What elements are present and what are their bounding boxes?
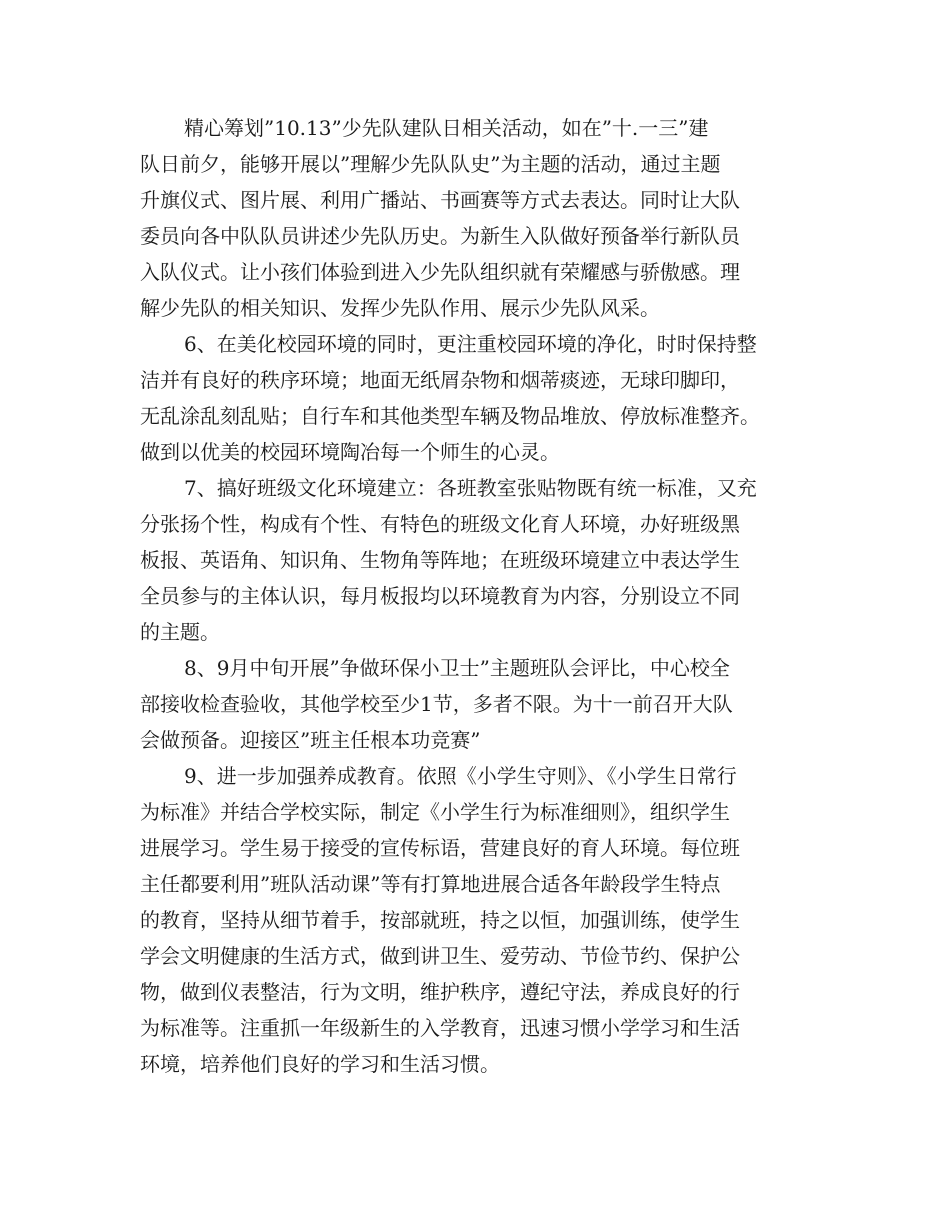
paragraph-p8 xyxy=(140,650,830,758)
paragraph-p7 xyxy=(140,470,830,650)
text-line: 无乱涂乱刻乱贴；自行车和其他类型车辆及物品堆放、停放标准整齐。 xyxy=(140,404,760,428)
text-line: 的主题。 xyxy=(140,620,220,644)
text-line: 部接收检查验收，其他学校至少1节，多者不限。为十一前召开大队 xyxy=(140,692,733,716)
text-line: 分张扬个性，构成有个性、有特色的班级文化育人环境，办好班级黑 xyxy=(140,512,740,536)
paragraph-p-anniversary xyxy=(140,110,830,326)
text-line: 9、进一步加强养成教育。依照《小学生守则》、《小学生日常行 xyxy=(184,764,737,788)
text-line: 8、9月中旬开展”争做环保小卫士”主题班队会评比，中心校全 xyxy=(184,656,730,680)
text-line: 的教育，坚持从细节着手，按部就班，持之以恒，加强训练，使学生 xyxy=(140,908,740,932)
text-line: 精心筹划”10.13”少先队建队日相关活动，如在”十.一三”建 xyxy=(184,116,709,140)
text-line: 为标准》并结合学校实际，制定《小学生行为标准细则》，组织学生 xyxy=(140,800,730,824)
text-line: 解少先队的相关知识、发挥少先队作用、展示少先队风采。 xyxy=(140,296,660,320)
text-line: 为标准等。注重抓一年级新生的入学教育，迅速习惯小学学习和生活 xyxy=(140,1016,740,1040)
text-line: 委员向各中队队员讲述少先队历史。为新生入队做好预备举行新队员 xyxy=(140,224,740,248)
text-line: 做到以优美的校园环境陶冶每一个师生的心灵。 xyxy=(140,440,560,464)
text-line: 6、在美化校园环境的同时，更注重校园环境的净化，时时保持整 xyxy=(184,332,757,356)
text-line: 入队仪式。让小孩们体验到进入少先队组织就有荣耀感与骄傲感。理 xyxy=(140,260,740,284)
text-line: 升旗仪式、图片展、利用广播站、书画赛等方式去表达。同时让大队 xyxy=(140,188,740,212)
text-line: 进展学习。学生易于接受的宣传标语，营建良好的育人环境。每位班 xyxy=(140,836,740,860)
text-line: 环境，培养他们良好的学习和生活习惯。 xyxy=(140,1052,500,1076)
text-line: 7、搞好班级文化环境建立：各班教室张贴物既有统一标准，又充 xyxy=(184,476,757,500)
text-line: 学会文明健康的生活方式，做到讲卫生、爱劳动、节俭节约、保护公 xyxy=(140,944,740,968)
text-line: 全员参与的主体认识，每月板报均以环境教育为内容，分别设立不同 xyxy=(140,584,740,608)
text-line: 会做预备。迎接区”班主任根本功竞赛” xyxy=(140,728,481,752)
paragraph-p6 xyxy=(140,326,830,470)
document-body xyxy=(140,110,830,1082)
paragraph-p9 xyxy=(140,758,830,1082)
text-line: 主任都要利用”班队活动课”等有打算地进展合适各年龄段学生特点 xyxy=(140,872,721,896)
text-line: 板报、英语角、知识角、生物角等阵地；在班级环境建立中表达学生 xyxy=(140,548,740,572)
text-line: 洁并有良好的秩序环境；地面无纸屑杂物和烟蒂痰迹，无球印脚印， xyxy=(140,368,740,392)
text-line: 队日前夕，能够开展以”理解少先队队史”为主题的活动，通过主题 xyxy=(140,152,721,176)
text-line: 物，做到仪表整洁，行为文明，维护秩序，遵纪守法，养成良好的行 xyxy=(140,980,740,1004)
